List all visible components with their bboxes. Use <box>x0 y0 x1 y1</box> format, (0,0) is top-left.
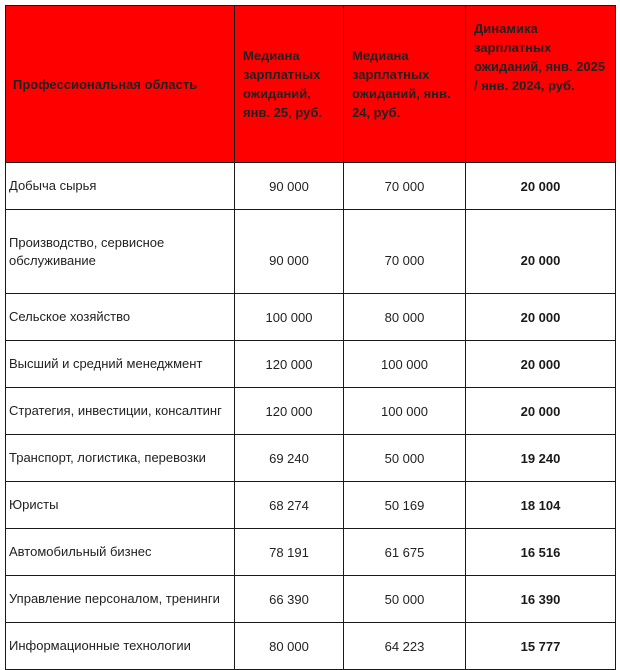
table-row <box>6 529 616 576</box>
cell-dynamics: 18 104 <box>466 482 616 529</box>
table-row <box>6 482 616 529</box>
salary-expectations-table <box>5 5 616 670</box>
cell-dynamics: 20 000 <box>466 388 616 435</box>
cell-dynamics: 20 000 <box>466 210 616 294</box>
table-row <box>6 576 616 623</box>
cell-median-2025: 66 390 <box>235 576 344 623</box>
header-median-2025: Медиана зарплатных ожиданий, янв. 25, руб. <box>235 6 344 163</box>
cell-median-2024: 50 169 <box>344 482 466 529</box>
cell-dynamics: 20 000 <box>466 163 616 210</box>
cell-median-2025: 68 274 <box>235 482 344 529</box>
cell-median-2024: 70 000 <box>344 210 466 294</box>
header-dynamics: Динамика зарплатных ожиданий, янв. 2025 / янв. 2024, руб. <box>466 6 616 163</box>
table-row <box>6 341 616 388</box>
cell-median-2025: 90 000 <box>235 210 344 294</box>
cell-dynamics: 16 516 <box>466 529 616 576</box>
table-row <box>6 294 616 341</box>
cell-median-2025: 120 000 <box>235 388 344 435</box>
cell-dynamics: 19 240 <box>466 435 616 482</box>
cell-area: Высший и средний менеджмент <box>6 341 235 388</box>
cell-median-2024: 50 000 <box>344 435 466 482</box>
cell-dynamics: 15 777 <box>466 623 616 670</box>
cell-median-2024: 70 000 <box>344 163 466 210</box>
cell-area: Сельское хозяйство <box>6 294 235 341</box>
table-header-row <box>6 6 616 163</box>
cell-area: Производство, сервисное обслуживание <box>6 210 235 294</box>
header-median-2024: Медиана зарплатных ожиданий, янв. 24, руб. <box>344 6 466 163</box>
cell-area: Стратегия, инвестиции, консалтинг <box>6 388 235 435</box>
cell-dynamics: 20 000 <box>466 294 616 341</box>
cell-median-2024: 100 000 <box>344 388 466 435</box>
cell-median-2024: 100 000 <box>344 341 466 388</box>
cell-median-2025: 90 000 <box>235 163 344 210</box>
cell-area: Добыча сырья <box>6 163 235 210</box>
cell-median-2025: 69 240 <box>235 435 344 482</box>
cell-median-2024: 50 000 <box>344 576 466 623</box>
cell-median-2025: 80 000 <box>235 623 344 670</box>
cell-median-2025: 78 191 <box>235 529 344 576</box>
cell-dynamics: 16 390 <box>466 576 616 623</box>
table-row <box>6 163 616 210</box>
cell-area: Автомобильный бизнес <box>6 529 235 576</box>
cell-dynamics: 20 000 <box>466 341 616 388</box>
table-row <box>6 388 616 435</box>
cell-area: Юристы <box>6 482 235 529</box>
table-row <box>6 210 616 294</box>
table-row <box>6 623 616 670</box>
header-area: Профессиональная область <box>6 6 235 163</box>
cell-median-2024: 61 675 <box>344 529 466 576</box>
cell-area: Управление персоналом, тренинги <box>6 576 235 623</box>
cell-area: Транспорт, логистика, перевозки <box>6 435 235 482</box>
cell-median-2024: 80 000 <box>344 294 466 341</box>
table-row <box>6 435 616 482</box>
cell-area: Информационные технологии <box>6 623 235 670</box>
cell-median-2025: 100 000 <box>235 294 344 341</box>
cell-median-2024: 64 223 <box>344 623 466 670</box>
cell-median-2025: 120 000 <box>235 341 344 388</box>
